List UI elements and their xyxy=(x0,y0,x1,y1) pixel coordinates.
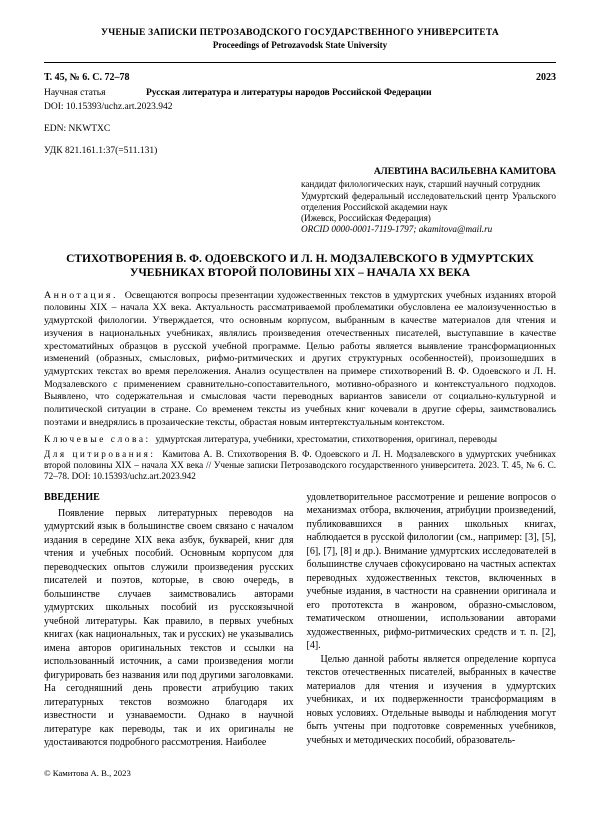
right-column-paragraph-1: удовлетворительное рассмотрение и решение вопросов о механизмах отбора, включения, атрибуции произведений, публиковавшихся в ранних школьных книгах, наблюдается в русской филологии (см., например: [3], [5], [6], [7], [8] и др.). Внимание удмуртских исследователей в большинстве случаев сфокусировано на частных аспектах переводных художественных текстов, включенных в учебные издания, в частности на сравнении оригинала и его прототекста в жанровом, образно-смысловом, тематическом отношении, использовании авторами художественных, рифмо-ритмических средств и т. п. [2], [4]. xyxy=(306,491,556,652)
abstract-label: Аннотация. xyxy=(44,289,118,301)
udc-line: УДК 821.161.1:37(=511.131) xyxy=(44,146,158,156)
volume-pages: Т. 45, № 6. С. 72–78 xyxy=(44,72,130,83)
keywords-label: Ключевые слова: xyxy=(44,434,151,445)
journal-name-ru: УЧЕНЫЕ ЗАПИСКИ ПЕТРОЗАВОДСКОГО ГОСУДАРСТВЕННОГО УНИВЕРСИТЕТА xyxy=(101,28,499,38)
subject-area: Русская литература и литературы народов Российской Федерации xyxy=(146,88,432,98)
abstract-text: Освещаются вопросы презентации художественных текстов в удмуртских учебных изданиях второй половины XIX – начала XX века. Актуальность рассматриваемой проблематики обусловлена ее малоизученностью в удмуртской филологии. Утверждается, что основным корпусом, выбранным в качестве материалов для чтения и изучения в национальных учебниках, являлись произведения отечественных писателей, выступавшие в качестве хрестоматийных образцов в русской учебной программе. Целью работы является выявление трансформационных изменений (образных, смысловых, рифмо-ритмических и других структурных особенностей), произошедших в удмуртских текстах во время переложения. Анализ осуществлен на примере стихотворений В. Ф. Одоевского и Л. Н. Модзалевского с применением сравнительно-сопоставительного, мотивно-образного и контекстуального подходов. Выявлено, что содержательная и смысловая части переводных вариантов зависели от социально-культурной и политической ситуации в стране. Со временем тексты из учебных книг кочевали в другие сферы, заимствовались поэтами и внедрялись в прозаические тексты, обрастая новым интертекстуальным контекстом. xyxy=(44,289,557,428)
article-type: Научная статья xyxy=(44,88,106,98)
header-rule xyxy=(44,62,556,63)
right-column-paragraph-2: Целью данной работы является определение корпуса текстов отечественных писателей, выбранных в качестве материалов для чтения и изучения в удмуртских учебниках, и их подверженности трансформациям в новых условиях. Отдельные выводы и наблюдения могут быть учтены при подготовке современных учебников, учебных и методических пособий, образователь- xyxy=(306,653,556,746)
keywords-text: удмуртская литература, учебники, хрестоматии, стихотворения, оригинал, переводы xyxy=(155,434,497,445)
author-name: АЛЕВТИНА ВАСИЛЬЕВНА КАМИТОВА xyxy=(373,167,556,177)
left-column xyxy=(44,491,294,750)
left-column-paragraph: Появление первых литературных переводов на удмуртский язык в большинстве своем связано с началом издания в середине XIX века азбук, букварей, книг для чтения и учебных пособий. Основным корпусом для переводческих опытов служили произведения русских писателей и поэтов, которые, в свою очередь, в большинстве случаев заимствовались авторами удмуртских школьных пособий из русскоязычной учебной литературы. Как правило, в первых учебных книгах (как национальных, так и русских) не указывались имена авторов оригинальных текстов и ссылки на использованный источник, а сами произведения могли фигурировать без названия или под другими заголовками. На сегодняшний день провести атрибуцию таких литературных текстов возможно благодаря их известности и узнаваемости. Однако в научной литературе как переводы, так и их оригиналы не удостаиваются подробного рассмотрения. Наиболее xyxy=(44,507,294,749)
author-location: (Ижевск, Российская Федерация) xyxy=(301,213,431,224)
article-title: СТИХОТВОРЕНИЯ В. Ф. ОДОЕВСКОГО И Л. Н. МОДЗАЛЕВСКОГО В УДМУРТСКИХ УЧЕБНИКАХ ВТОРОЙ ПОЛОВИНЫ XIX – НАЧАЛА XX ВЕКА xyxy=(66,252,534,279)
right-column xyxy=(307,491,557,750)
author-block xyxy=(301,167,556,236)
doi-line: DOI: 10.15393/uchz.art.2023.942 xyxy=(44,102,173,112)
edn-line: EDN: NKWTXC xyxy=(44,124,111,134)
keywords xyxy=(44,434,556,446)
citation-text: Камитова А. В. Стихотворения В. Ф. Одоевского и Л. Н. Модзалевского в удмуртских учебниках второй половины XIX – начала XX века // Ученые записки Петрозаводского государственного университета. 2023. Т. 45, № 6. С. 72–78. DOI: 10.15393/uchz.art.2023.942 xyxy=(44,448,556,482)
abstract xyxy=(44,290,556,430)
citation xyxy=(44,449,556,483)
intro-heading: ВВЕДЕНИЕ xyxy=(44,491,100,503)
journal-name-en: Proceedings of Petrozavodsk State University xyxy=(212,40,388,50)
author-degree: кандидат филологических наук, старший научный сотрудник xyxy=(301,179,541,190)
copyright-note: © Камитова А. В., 2023 xyxy=(44,768,131,779)
article-type-row xyxy=(44,87,556,100)
author-affiliation: Удмуртский федеральный исследовательский центр Уральского отделения Российской академии наук xyxy=(301,190,556,212)
citation-label: Для цитирования: xyxy=(44,448,156,459)
body-columns xyxy=(44,491,556,750)
issue-year: 2023 xyxy=(536,72,556,83)
issue-meta-row xyxy=(44,72,556,84)
author-orcid-email: ORCID 0000-0001-7119-1797; akamitova@mail.ru xyxy=(301,224,493,235)
